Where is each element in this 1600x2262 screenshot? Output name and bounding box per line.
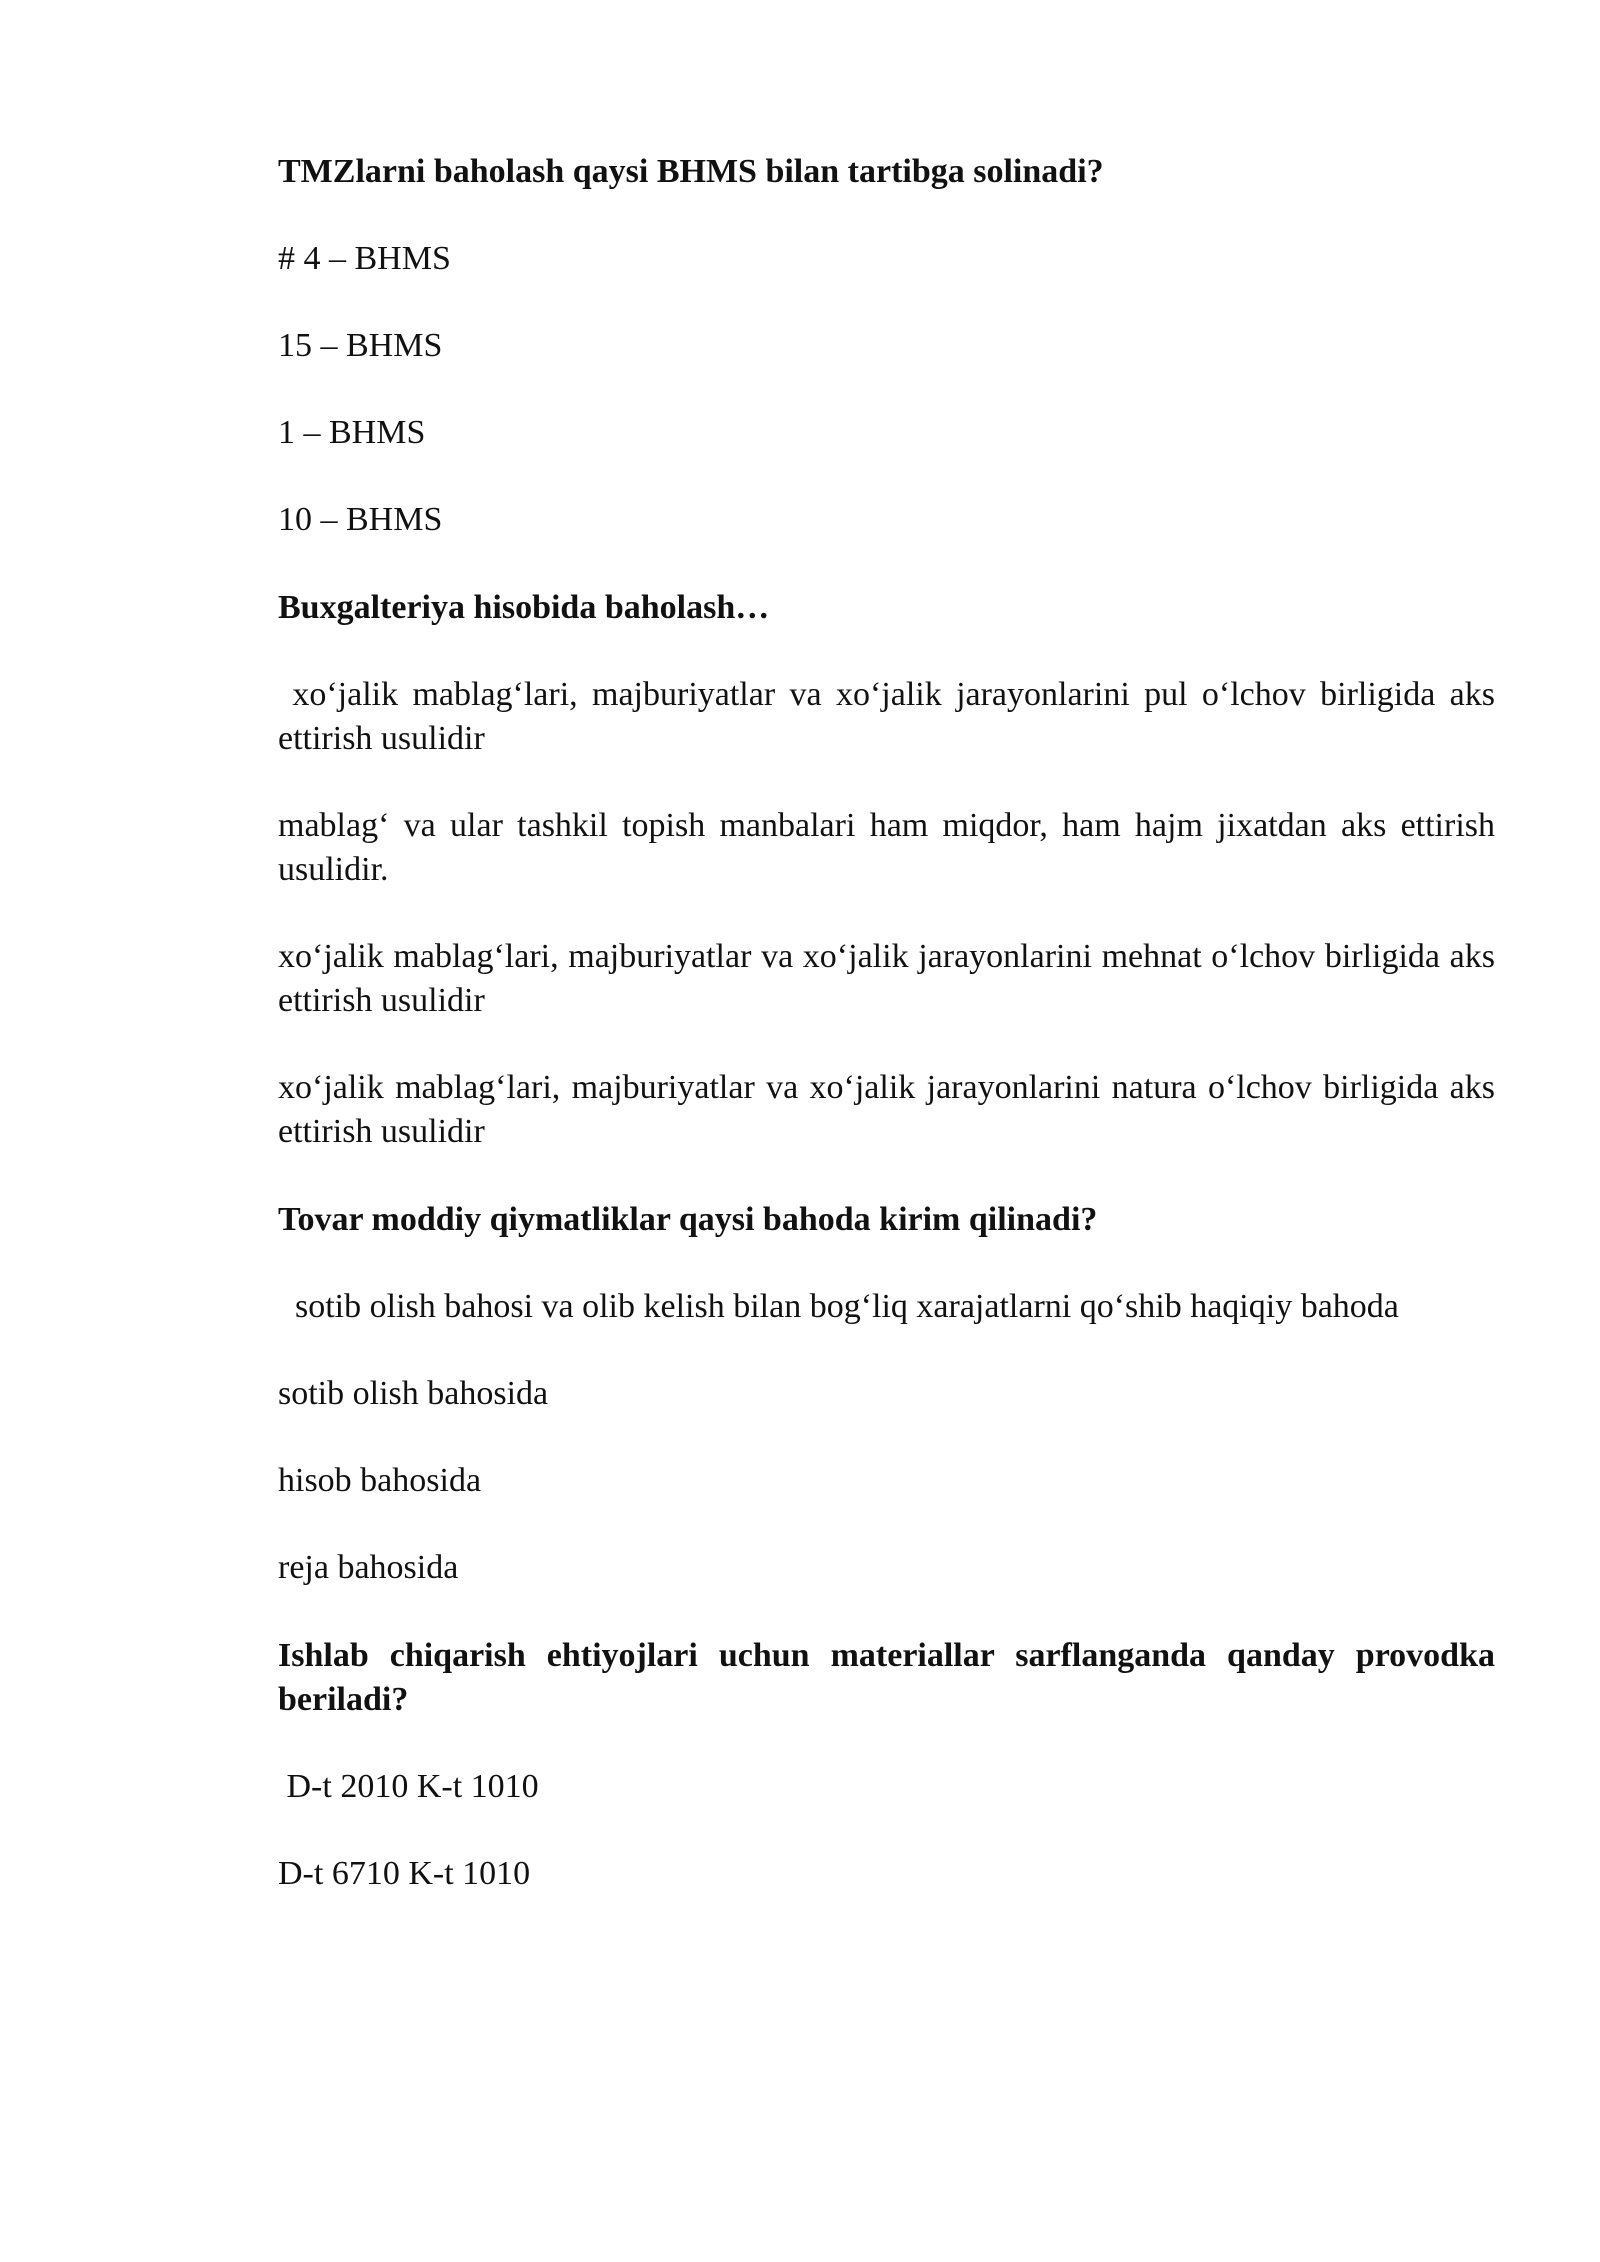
question-title: Buxgalteriya hisobida baholash…: [278, 589, 770, 626]
answer-option: # 4 – BHMS: [278, 240, 451, 277]
answer-option: sotib olish bahosi va olib kelish bilan bog‘liq xarajatlarni qo‘shib haqiqiy bahoda: [278, 1288, 1399, 1325]
answer-option: sotib olish bahosida: [278, 1375, 549, 1412]
question-title: Tovar moddiy qiymatliklar qaysi bahoda kirim qilinadi?: [278, 1201, 1098, 1238]
question-block-1: [278, 150, 1495, 542]
question-block-3: [278, 1198, 1495, 1590]
answer-option: 10 – BHMS: [278, 501, 443, 538]
answer-option: xo‘jalik mablag‘lari, majburiyatlar va xo‘jalik jarayonlarini natura o‘lchov birligida aks ettirish usulidir: [278, 1069, 1504, 1150]
question-block-4: [278, 1634, 1495, 1896]
answer-option: xo‘jalik mablag‘lari, majburiyatlar va xo‘jalik jarayonlarini pul o‘lchov birligida aks ettirish usulidir: [278, 676, 1504, 757]
answer-option: mablag‘ va ular tashkil topish manbalari ham miqdor, ham hajm jixatdan aks ettirish usulidir.: [278, 807, 1504, 888]
answer-option: reja bahosida: [278, 1549, 459, 1586]
question-block-2: [278, 586, 1504, 1154]
question-title: Ishlab chiqarish ehtiyojlari uchun materiallar sarflanganda qanday provodka beriladi?: [278, 1637, 1495, 1718]
document-content: [278, 150, 1504, 1939]
answer-option: 15 – BHMS: [278, 327, 443, 364]
answer-option: D-t 6710 K-t 1010: [278, 1855, 531, 1892]
answer-option: 1 – BHMS: [278, 414, 426, 451]
answer-option: hisob bahosida: [278, 1462, 482, 1499]
question-title: TMZlarni baholash qaysi BHMS bilan tartibga solinadi?: [278, 153, 1104, 190]
answer-option: D-t 2010 K-t 1010: [278, 1768, 539, 1805]
answer-option: xo‘jalik mablag‘lari, majburiyatlar va xo‘jalik jarayonlarini mehnat o‘lchov birligida aks ettirish usulidir: [278, 938, 1504, 1019]
